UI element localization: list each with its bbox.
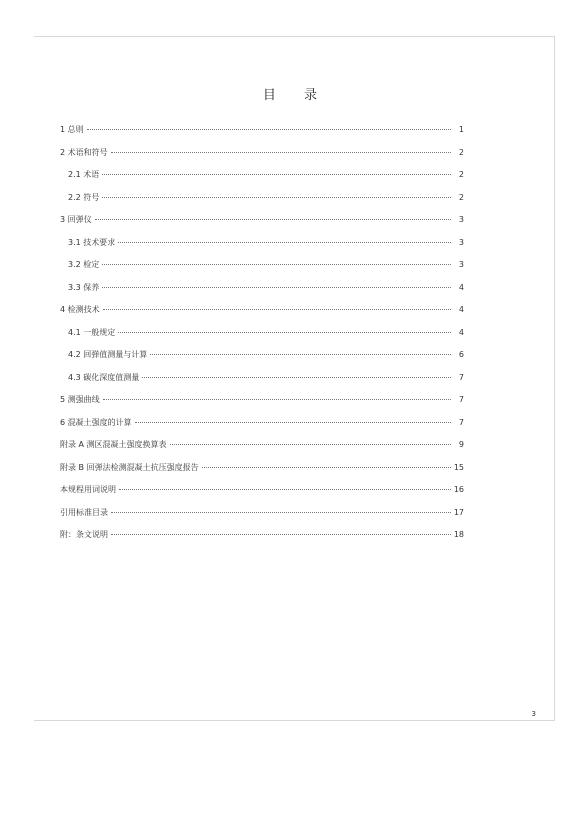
- toc-entry: [60, 485, 464, 508]
- toc-entry-page: 4: [458, 305, 464, 314]
- toc-entry-label: 4.2 回弹值测量与计算: [68, 350, 148, 359]
- toc-entry-label: 1 总则: [60, 125, 84, 134]
- toc-leader-dots: [118, 242, 451, 243]
- toc-entry: [60, 350, 464, 373]
- toc-leader-dots: [119, 489, 451, 490]
- toc-entry: [60, 238, 464, 261]
- toc-entry: [60, 148, 464, 171]
- toc-entry: [60, 440, 464, 463]
- toc-entry-page: 16: [453, 485, 464, 494]
- toc-leader-dots: [142, 377, 451, 378]
- toc-entry-label: 4 检测技术: [60, 305, 100, 314]
- toc-entry-label: 3.2 检定: [68, 260, 100, 269]
- toc-entry-page: 4: [458, 327, 464, 337]
- toc-entry-page: 2: [458, 170, 464, 179]
- toc-leader-dots: [111, 512, 451, 513]
- toc-entry-page: 3: [458, 237, 464, 247]
- toc-entry-page: 3: [458, 215, 464, 224]
- toc-leader-dots: [103, 399, 451, 400]
- toc-entry-page: 15: [453, 462, 464, 472]
- toc-leader-dots: [170, 444, 451, 445]
- toc-leader-dots: [111, 152, 451, 153]
- toc-entry: [60, 395, 464, 418]
- toc-entry: [60, 530, 464, 553]
- toc-entry: [60, 418, 464, 441]
- toc-leader-dots: [102, 174, 451, 175]
- toc-entry-page: 1: [458, 125, 464, 134]
- toc-entry-page: 4: [458, 282, 464, 292]
- toc-leader-dots: [202, 467, 451, 468]
- table-of-contents: [60, 125, 464, 553]
- toc-entry-label: 6 混凝土强度的计算: [60, 417, 132, 427]
- toc-entry-label: 3 回弹仪: [60, 215, 92, 224]
- toc-entry-page: 2: [458, 147, 464, 157]
- toc-leader-dots: [102, 264, 451, 265]
- toc-leader-dots: [95, 219, 451, 220]
- toc-leader-dots: [103, 309, 451, 310]
- toc-leader-dots: [118, 332, 451, 333]
- toc-entry: [60, 215, 464, 238]
- toc-leader-dots: [102, 197, 451, 198]
- toc-entry: [60, 193, 464, 216]
- toc-entry-page: 6: [458, 350, 464, 359]
- toc-entry-page: 3: [458, 260, 464, 269]
- toc-entry-label: 附录 B 回弹法检测混凝土抗压强度报告: [60, 462, 199, 472]
- toc-entry-label: 4.3 碳化深度值测量: [68, 372, 140, 382]
- toc-entry: [60, 125, 464, 148]
- toc-entry: [60, 305, 464, 328]
- toc-leader-dots: [150, 354, 451, 355]
- toc-entry: [60, 260, 464, 283]
- toc-entry-label: 附：条文说明: [60, 530, 108, 539]
- toc-entry: [60, 373, 464, 396]
- toc-entry-label: 4.1 一般规定: [68, 327, 116, 337]
- page-number: 3: [531, 710, 536, 718]
- toc-entry-label: 2.2 符号: [68, 192, 100, 202]
- toc-entry-page: 7: [458, 417, 464, 427]
- toc-entry-label: 3.3 保养: [68, 282, 100, 292]
- toc-entry: [60, 328, 464, 351]
- toc-entry-label: 2.1 术语: [68, 170, 100, 179]
- toc-entry-label: 2 术语和符号: [60, 147, 108, 157]
- toc-leader-dots: [87, 129, 451, 130]
- toc-entry-label: 本规程用词说明: [60, 485, 116, 494]
- toc-entry: [60, 283, 464, 306]
- toc-entry: [60, 170, 464, 193]
- toc-entry-page: 7: [458, 395, 464, 404]
- toc-entry-page: 18: [453, 530, 464, 539]
- toc-entry-page: 17: [453, 507, 464, 517]
- toc-entry-page: 2: [458, 192, 464, 202]
- toc-entry-label: 附录 A 测区混凝土强度换算表: [60, 440, 167, 449]
- toc-entry-page: 7: [458, 372, 464, 382]
- toc-leader-dots: [102, 287, 451, 288]
- toc-leader-dots: [111, 534, 451, 535]
- toc-entry: [60, 463, 464, 486]
- toc-entry-label: 3.1 技术要求: [68, 237, 116, 247]
- toc-entry-label: 引用标准目录: [60, 507, 108, 517]
- toc-entry: [60, 508, 464, 531]
- toc-entry-label: 5 测强曲线: [60, 395, 100, 404]
- toc-leader-dots: [135, 422, 451, 423]
- toc-title: 目 录: [262, 88, 330, 103]
- toc-entry-page: 9: [458, 440, 464, 449]
